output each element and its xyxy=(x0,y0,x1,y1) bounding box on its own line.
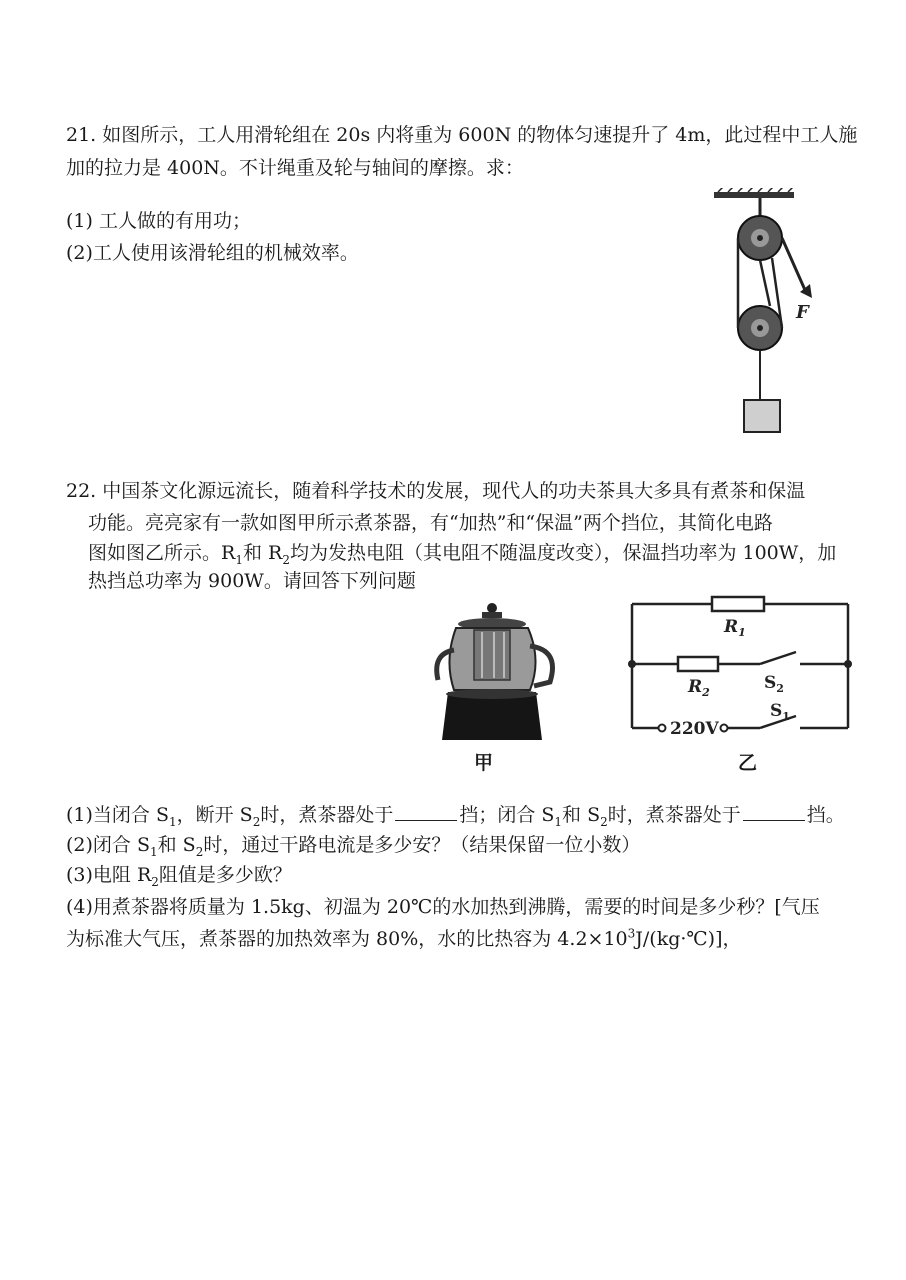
pull-rope xyxy=(782,238,805,290)
ceiling-hatch xyxy=(718,188,794,192)
q22-subquestion-3: (3)电阻 $R_2$阻值是多少欧？ xyxy=(66,864,292,889)
force-label: F xyxy=(796,302,809,323)
ceiling xyxy=(714,192,794,198)
q22-line-4: 热挡总功率为 900W。请回答下列问题 xyxy=(88,570,416,592)
resistor-r1 xyxy=(712,597,764,611)
label-s1: S xyxy=(770,701,783,721)
q22-line-3: 图如图乙所示。$R_1$和 $R_2$均为发热电阻（其电阻不随温度改变），保温挡功率为 100W，加 xyxy=(88,542,837,567)
label-s2: S xyxy=(764,673,777,693)
terminal-right xyxy=(721,725,728,732)
svg-text:S1: $S_1$ xyxy=(770,701,790,723)
q22-line-1: 22. 中国茶文化源远流长，随着科学技术的发展，现代人的功夫茶具大多具有煮茶和保温 xyxy=(66,480,806,502)
q22-subquestion-4-line-2: 为标准大气压，煮茶器的加热效率为 80%，水的比热容为 $4.2\times 10^3J/(kg\cdot℃)$]， xyxy=(66,926,742,950)
q21-subquestion-1: (1) 工人做的有用功； xyxy=(66,210,251,232)
q22-subquestion-1: (1)当闭合 $S_1$，断开 $S_2$时，煮茶器处于 挡；闭合 $S_1$和 $S_2$时，煮茶器处于 挡。 xyxy=(66,804,845,829)
caption-jia: 甲 xyxy=(474,752,494,774)
q22-line-2: 功能。亮亮家有一款如图甲所示煮茶器，有“加热”和“保温”两个挡位，其简化电路 xyxy=(88,512,773,534)
svg-text:S2: $S_2$ xyxy=(764,673,784,695)
q21-line-2: 加的拉力是 400N。不计绳重及轮与轴间的摩擦。求： xyxy=(66,157,524,179)
svg-text:R2: $R_2$ xyxy=(688,677,710,699)
switch-s2 xyxy=(760,652,796,664)
answer-blank-2[interactable] xyxy=(743,802,805,821)
answer-blank-1[interactable] xyxy=(395,802,457,821)
terminal-left xyxy=(659,725,666,732)
q21-subquestion-2: (2)工人使用该滑轮组的机械效率。 xyxy=(66,242,359,264)
label-voltage: 220V xyxy=(670,719,719,739)
weight-block xyxy=(744,400,780,432)
svg-text:R1: $R_1$ xyxy=(724,617,746,639)
q22-subquestion-2: (2)闭合 $S_1$和 $S_2$时，通过干路电流是多少安？（结果保留一位小数） xyxy=(66,834,641,859)
q22-subquestion-4-line-1: (4)用煮茶器将质量为 1.5kg、初温为 20℃的水加热到沸腾，需要的时间是多少秒？[气压 xyxy=(66,896,820,918)
q21-line-1: 21. 如图所示，工人用滑轮组在 20s 内将重为 600N 的物体匀速提升了 4m，此过程中工人施 xyxy=(66,124,858,146)
caption-yi: 乙 xyxy=(738,752,758,774)
label-r2: R xyxy=(688,677,703,697)
tea-maker-photo xyxy=(430,600,580,745)
label-r1: R xyxy=(724,617,739,637)
resistor-r2 xyxy=(678,657,718,671)
pulley-system-figure xyxy=(700,188,830,438)
